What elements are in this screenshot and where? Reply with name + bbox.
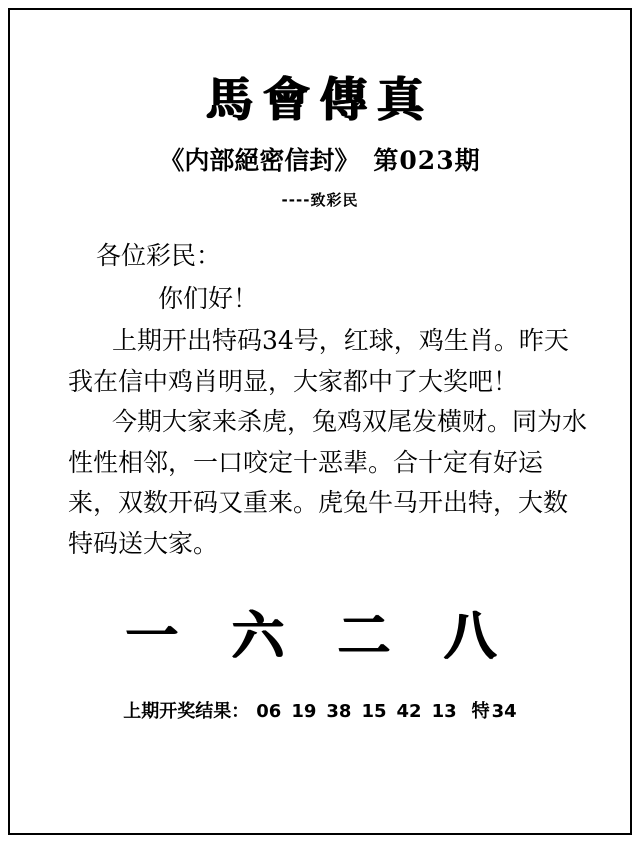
ball-number: 42 — [396, 701, 422, 723]
greeting: 你们好！ — [158, 283, 259, 313]
document-title: 馬會傳真 — [206, 73, 434, 128]
letter-body — [28, 236, 612, 564]
ball-number: 38 — [326, 701, 352, 723]
dedication-line: ----致彩民 — [281, 191, 359, 210]
document-subtitle — [28, 141, 612, 177]
ball-number: 15 — [361, 701, 387, 723]
special-number: 34 — [491, 701, 517, 723]
ball-number: 06 — [256, 701, 282, 723]
body-paragraph-2: 今期大家来杀虎，兔鸡双尾发横财。同为水性性相邻，一口咬定十恶辈。合十定有好运来，双数开码又重来。虎兔牛马开出特，大数特码送大家。 — [68, 407, 588, 558]
secret-envelope-label: 《内部絕密信封》 — [159, 146, 360, 176]
previous-result-balls — [251, 701, 461, 722]
previous-result-label: 上期开奖结果： — [123, 701, 250, 723]
highlight-numbers: 一 六 二 八 — [125, 606, 515, 668]
issue-number: 第023期 — [373, 146, 481, 176]
previous-result-line — [28, 697, 612, 723]
ball-number: 19 — [291, 701, 317, 723]
page-content — [28, 28, 612, 815]
body-paragraph-1: 上期开出特码34号，红球，鸡生肖。昨天我在信中鸡肖明显，大家都中了大奖吧！ — [68, 326, 569, 396]
page-border — [8, 8, 632, 835]
salutation: 各位彩民： — [96, 241, 222, 271]
special-label: 特 — [471, 701, 490, 723]
ball-number: 13 — [431, 701, 457, 723]
